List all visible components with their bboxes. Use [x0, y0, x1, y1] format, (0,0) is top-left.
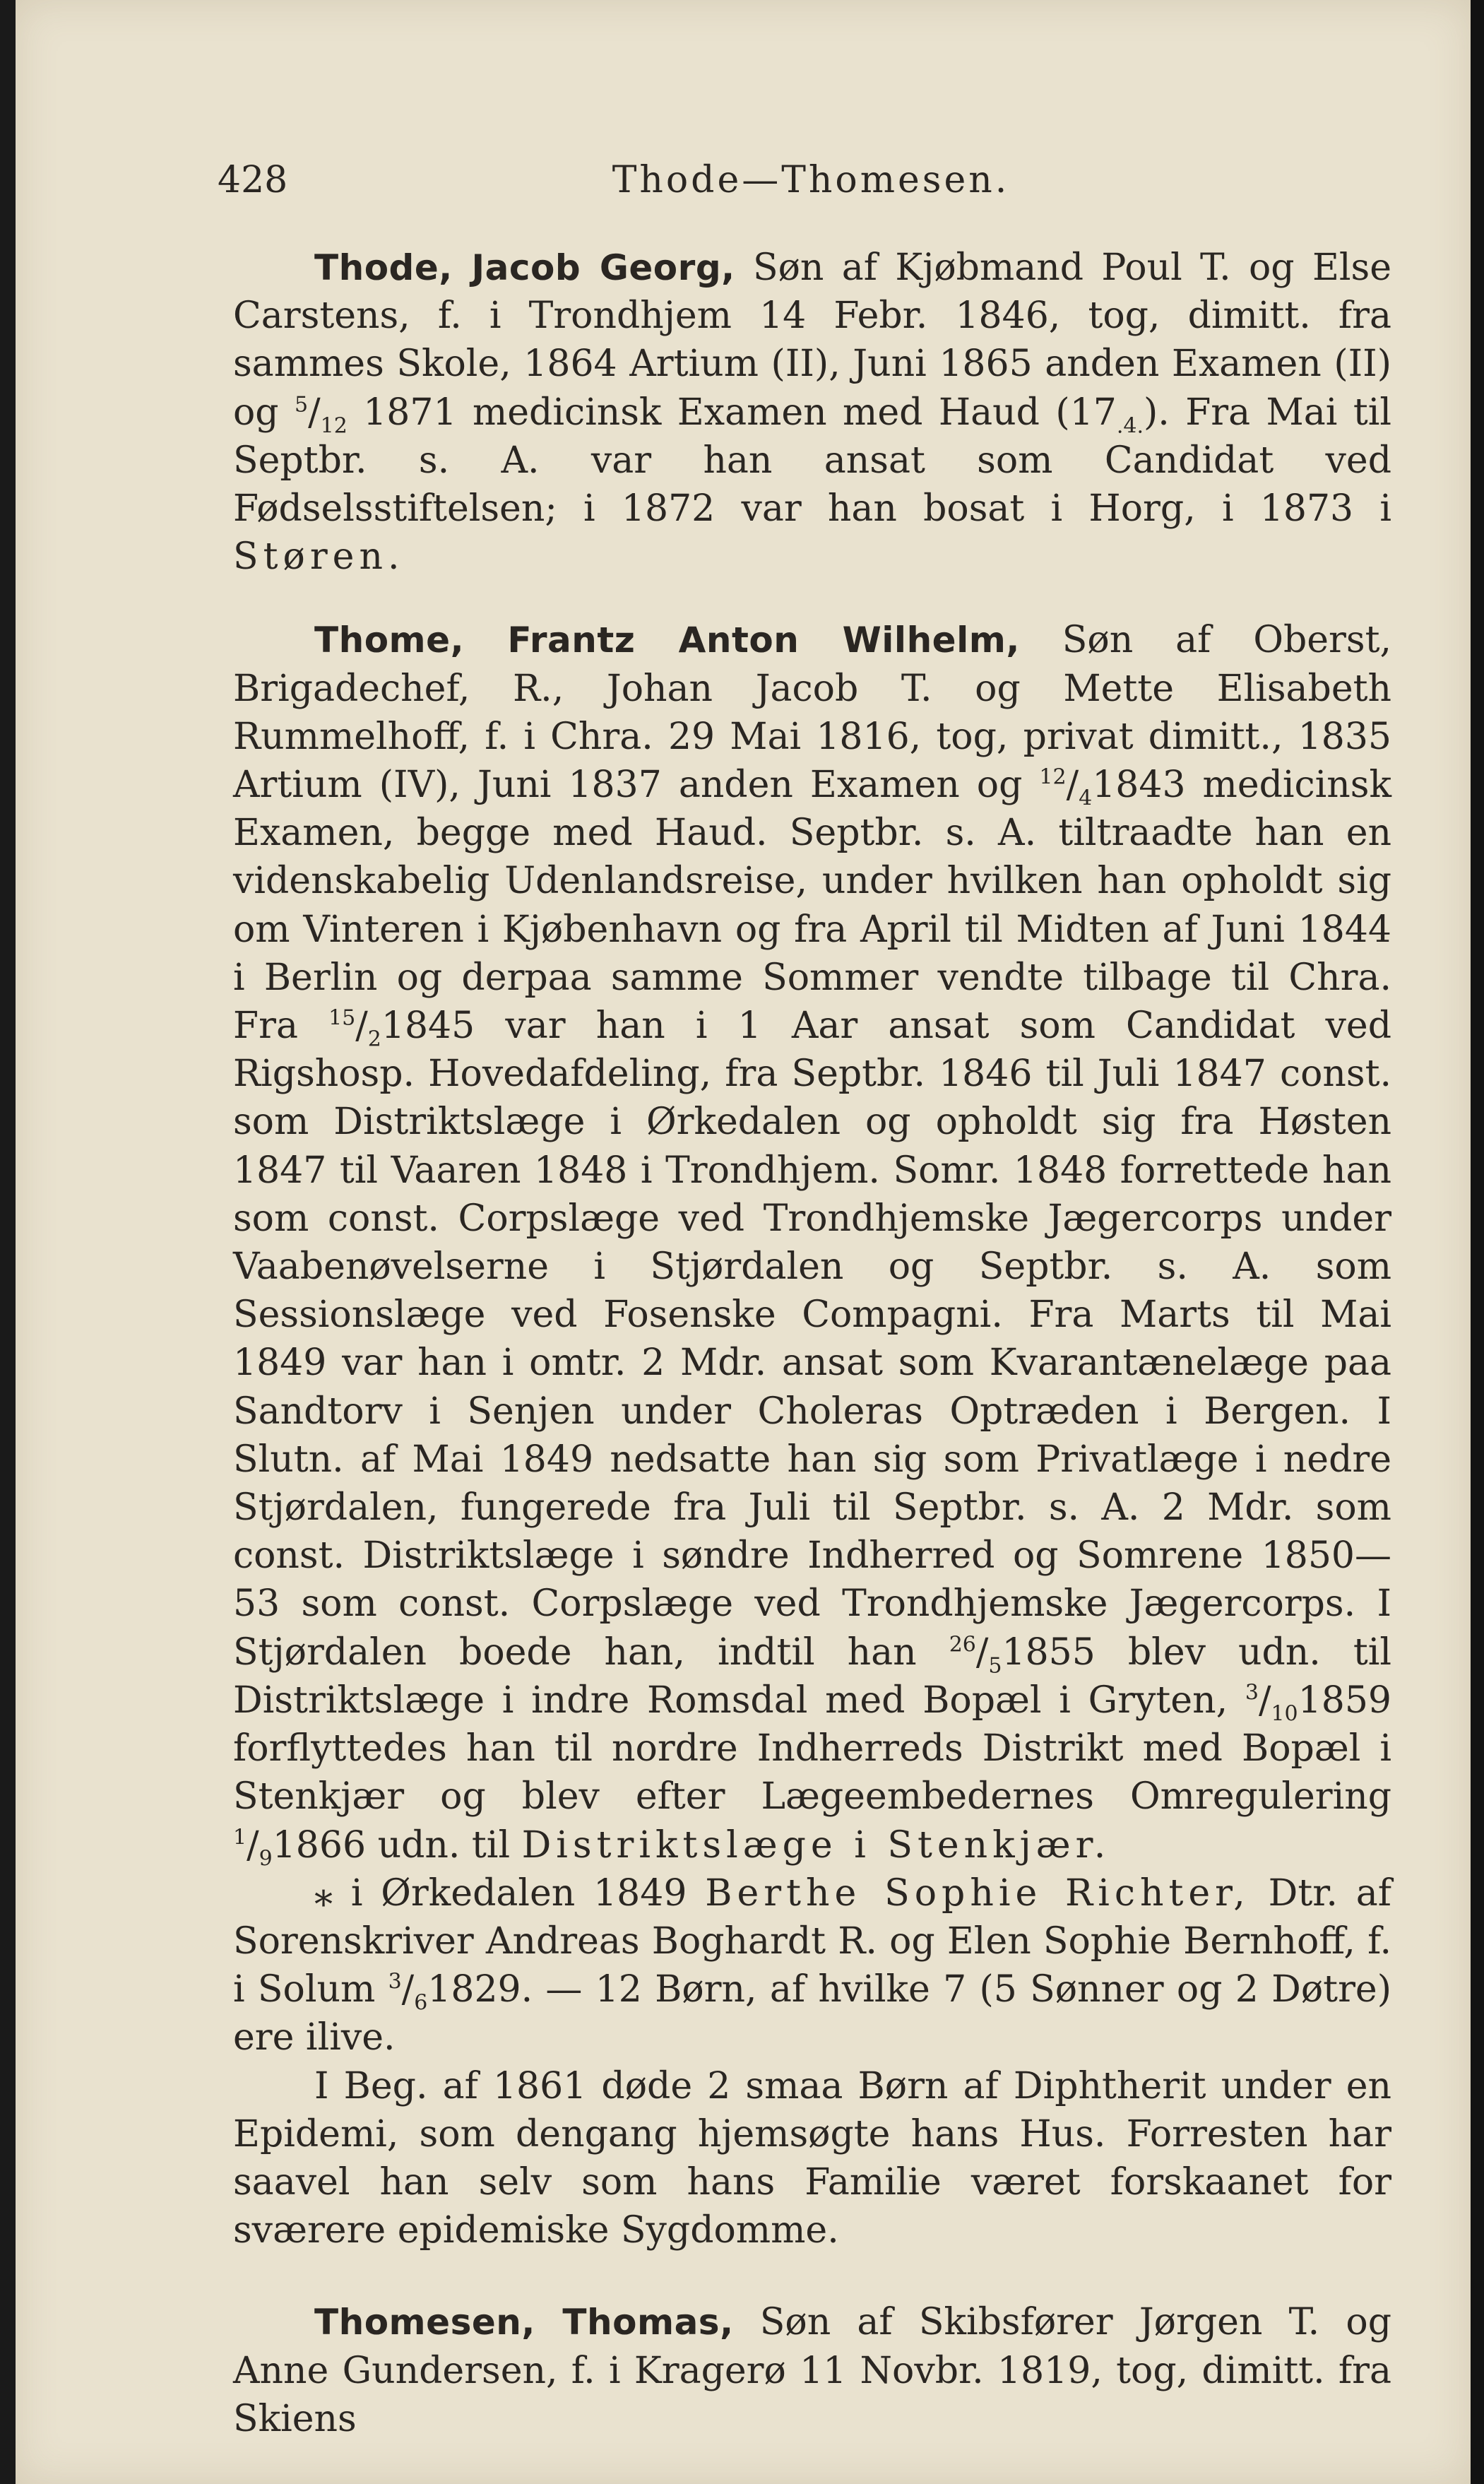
entry-thomesen — [233, 2298, 1391, 2443]
fraction-numerator: 12 — [1039, 764, 1067, 790]
fraction-denominator: 9 — [259, 1845, 273, 1871]
fraction-denominator: 5 — [988, 1653, 1002, 1679]
entry-name: Thode, Jacob Georg, — [314, 247, 735, 288]
entry-paragraph: Thode, Jacob Georg, Søn af Kjøbmand Poul T. og Else Carstens, f. i Trondhjem 14 Febr. 1846, tog, dimitt. fra sammes Skole, 1864 Artium (II), Juni 1865 anden Examen (II) og $^5/_{12}$ 1871 medicinsk Examen med Haud $(17_{.4.})$. Fra Mai til Septbr. s. A. var han ansat som Candidat ved Fødselsstiftelsen; i 1872 var han bosat i Horg, i 1873 i Støren. — [233, 247, 1392, 579]
entry-name: Thomesen, Thomas, — [314, 2302, 734, 2343]
marriage-symbol: ⁎ — [314, 1871, 333, 1915]
note-paragraph: I Beg. af 1861 døde 2 smaa Børn af Diphtherit under en Epidemi, som dengang hjemsøgte hans Hus. Forresten har saavel han selv som hans Familie været forskaanet for sværere epidemiske Sygdomme. — [233, 2064, 1391, 2252]
entry-text: i Ørkedalen 1849 — [333, 1871, 706, 1915]
fraction-denominator: 10 — [1271, 1701, 1298, 1727]
marriage-paragraph: ⁎ i Ørkedalen 1849 Berthe Sophie Richter, Dtr. af Sorenskriver Andreas Boghardt R. og Elen Sophie Bernhoff, f. i Solum $^3/_61829$. — 12 Børn, af hvilke 7 (5 Sønner og 2 Døtre) ere ilive. — [233, 1871, 1391, 2059]
entry-text: Søn af Skibsfører Jørgen T. og Anne Gundersen, f. i Kragerø 11 Novbr. 1819, tog, dimitt. fra Skiens — [233, 2301, 1391, 2440]
scan-right-edge — [1471, 0, 1484, 2484]
fraction-numerator: 3 — [388, 1969, 402, 1994]
fraction-denominator: 6 — [414, 1990, 428, 2016]
entry-text: 1843 medicinsk Examen, begge med Haud. Septbr. s. A. tiltraadte han en videnskabelig Udenlandsreise, under hvilken han opholdt sig om Vinteren i Kjøbenhavn og fra April til Midten af Juni 1844 i Berlin og derpaa samme Sommer vendte tilbage til Chra. Fra — [233, 764, 1391, 1048]
entry-text: ). Fra Mai til Septbr. s. A. var han ansat som Candidat ved Fødselsstiftelsen; i 1872 var han bosat i Horg, i 1873 i — [233, 391, 1391, 531]
fraction-numerator: 26 — [949, 1632, 976, 1657]
fraction-numerator: 3 — [1245, 1680, 1259, 1705]
entry-text: 1866 udn. til — [272, 1823, 522, 1867]
entry-text: 1859 forflyttedes han til nordre Indherreds Distrikt med Bopæl i Stenkjær og blev efter Lægeembedernes Omregulering — [233, 1679, 1391, 1818]
fraction-numerator: 1 — [233, 1825, 247, 1850]
entry-text: Søn af Kjøbmand Poul T. og Else Carstens, f. i Trondhjem 14 Febr. 1846, tog, dimitt. fra sammes Skole, 1864 Artium (II), Juni 1865 anden Examen (II) og — [233, 247, 1392, 434]
spaced-spouse: Berthe Sophie Richter, — [705, 1871, 1250, 1915]
entry-name: Thome, Frantz Anton Wilhelm, — [314, 620, 1020, 661]
spaced-title: Distriktslæge i Stenkjær. — [521, 1823, 1111, 1867]
entry-text: 1845 var han i 1 Aar ansat som Candidat ved Rigshosp. Hovedafdeling, fra Septbr. 1846 til Juli 1847 const. som Distriktslæge i Ørkedalen og opholdt sig fra Høsten 1847 til Vaaren 1848 i Trondhjem. Somr. 1848 forrettede han som const. Corpslæge ved Trondhjemske Jægercorps under Vaabenøvelserne i Stjørdalen og Septbr. s. A. som Sessionslæge ved Fosenske Compagni. Fra Marts til Mai 1849 var han i omtr. 2 Mdr. ansat som Kvarantænelæge paa Sandtorv i Senjen under Choleras Optræden i Bergen. I Slutn. af Mai 1849 nedsatte han sig som Privatlæge i nedre Stjørdalen, fungerede fra Juli til Septbr. s. A. 2 Mdr. som const. Distriktslæge i søndre Indherred og Somrene 1850—53 som const. Corpslæge ved Trondhjemske Jægercorps. I Stjørdalen boede han, indtil han — [233, 1005, 1391, 1674]
grade-subscript: .4. — [1116, 413, 1144, 438]
entry-gap — [233, 2254, 1391, 2298]
page-header — [218, 159, 1404, 215]
entry-text: 1829. — 12 Børn, af hvilke 7 (5 Sønner og 2 Døtre) ere ilive. — [233, 1968, 1391, 2059]
scan-left-edge — [0, 0, 16, 2484]
entry-thode — [233, 244, 1391, 581]
entry-text: Dtr. af Sorenskriver Andreas Boghardt R. og Elen Sophie Bernhoff, f. i Solum — [233, 1871, 1391, 2011]
entry-thome — [233, 616, 1391, 2254]
entry-gap — [233, 581, 1391, 616]
fraction-numerator: 5 — [295, 392, 309, 418]
running-head: Thode—Thomesen. — [612, 159, 1010, 201]
entry-text: 1855 blev udn. til Distriktslæge i indre Romsdal med Bopæl i Gryten, — [233, 1631, 1392, 1722]
fraction-denominator: 2 — [367, 1027, 381, 1052]
entry-text: 1871 medicinsk Examen med Haud (17 — [347, 391, 1117, 434]
page-body — [233, 244, 1391, 2443]
fraction-numerator: 15 — [328, 1005, 356, 1031]
spaced-place: Støren. — [233, 536, 405, 579]
entry-paragraph — [233, 2298, 1391, 2443]
fraction-denominator: 4 — [1079, 786, 1093, 811]
entry-text: Søn af Oberst, Brigadechef, R., Johan Jacob T. og Mette Elisabeth Rummelhoff, f. i Chra. 29 Mai 1816, tog, privat dimitt., 1835 Artium (IV), Juni 1837 anden Examen og — [233, 619, 1391, 807]
fraction-denominator: 12 — [320, 413, 348, 438]
page-number: 428 — [218, 159, 288, 201]
entry-paragraph: Thome, Frantz Anton Wilhelm, Søn af Oberst, Brigadechef, R., Johan Jacob T. og Mette Elisabeth Rummelhoff, f. i Chra. 29 Mai 1816, tog, privat dimitt., 1835 Artium (IV), Juni 1837 anden Examen og $^{12}/_41843$ medicinsk Examen, begge med Haud. Septbr. s. A. tiltraadte han en videnskabelig Udenlandsreise, under hvilken han opholdt sig om Vinteren i Kjøbenhavn og fra April til Midten af Juni 1844 i Berlin og derpaa samme Sommer vendte tilbage til Chra. Fra $^{15}/_21845$ var han i 1 Aar ansat som Candidat ved Rigshosp. Hovedafdeling, fra Septbr. 1846 til Juli 1847 const. som Distriktslæge i Ørkedalen og opholdt sig fra Høsten 1847 til Vaaren 1848 i Trondhjem. Somr. 1848 forrettede han som const. Corpslæge ved Trondhjemske Jægercorps under Vaabenøvelserne i Stjørdalen og Septbr. s. A. som Sessionslæge ved Fosenske Compagni. Fra Marts til Mai 1849 var han i omtr. 2 Mdr. ansat som Kvarantænelæge paa Sandtorv i Senjen under Choleras Optræden i Bergen. I Slutn. af Mai 1849 nedsatte han sig som Privatlæge i nedre Stjørdalen, fungerede fra Juli til Septbr. s. A. 2 Mdr. som const. Distriktslæge i søndre Indherred og Somrene 1850—53 som const. Corpslæge ved Trondhjemske Jægercorps. I Stjørdalen boede han, indtil han $^{26}/_51855$ blev udn. til Distriktslæge i indre Romsdal med Bopæl i Gryten, $^3/_{10}1859$ forflyttedes han til nordre Indherreds Distrikt med Bopæl i Stenkjær og blev efter Lægeembedernes Omregulering $^1/_91866$ udn. til Distriktslæge i Stenkjær. — [233, 619, 1392, 1871]
